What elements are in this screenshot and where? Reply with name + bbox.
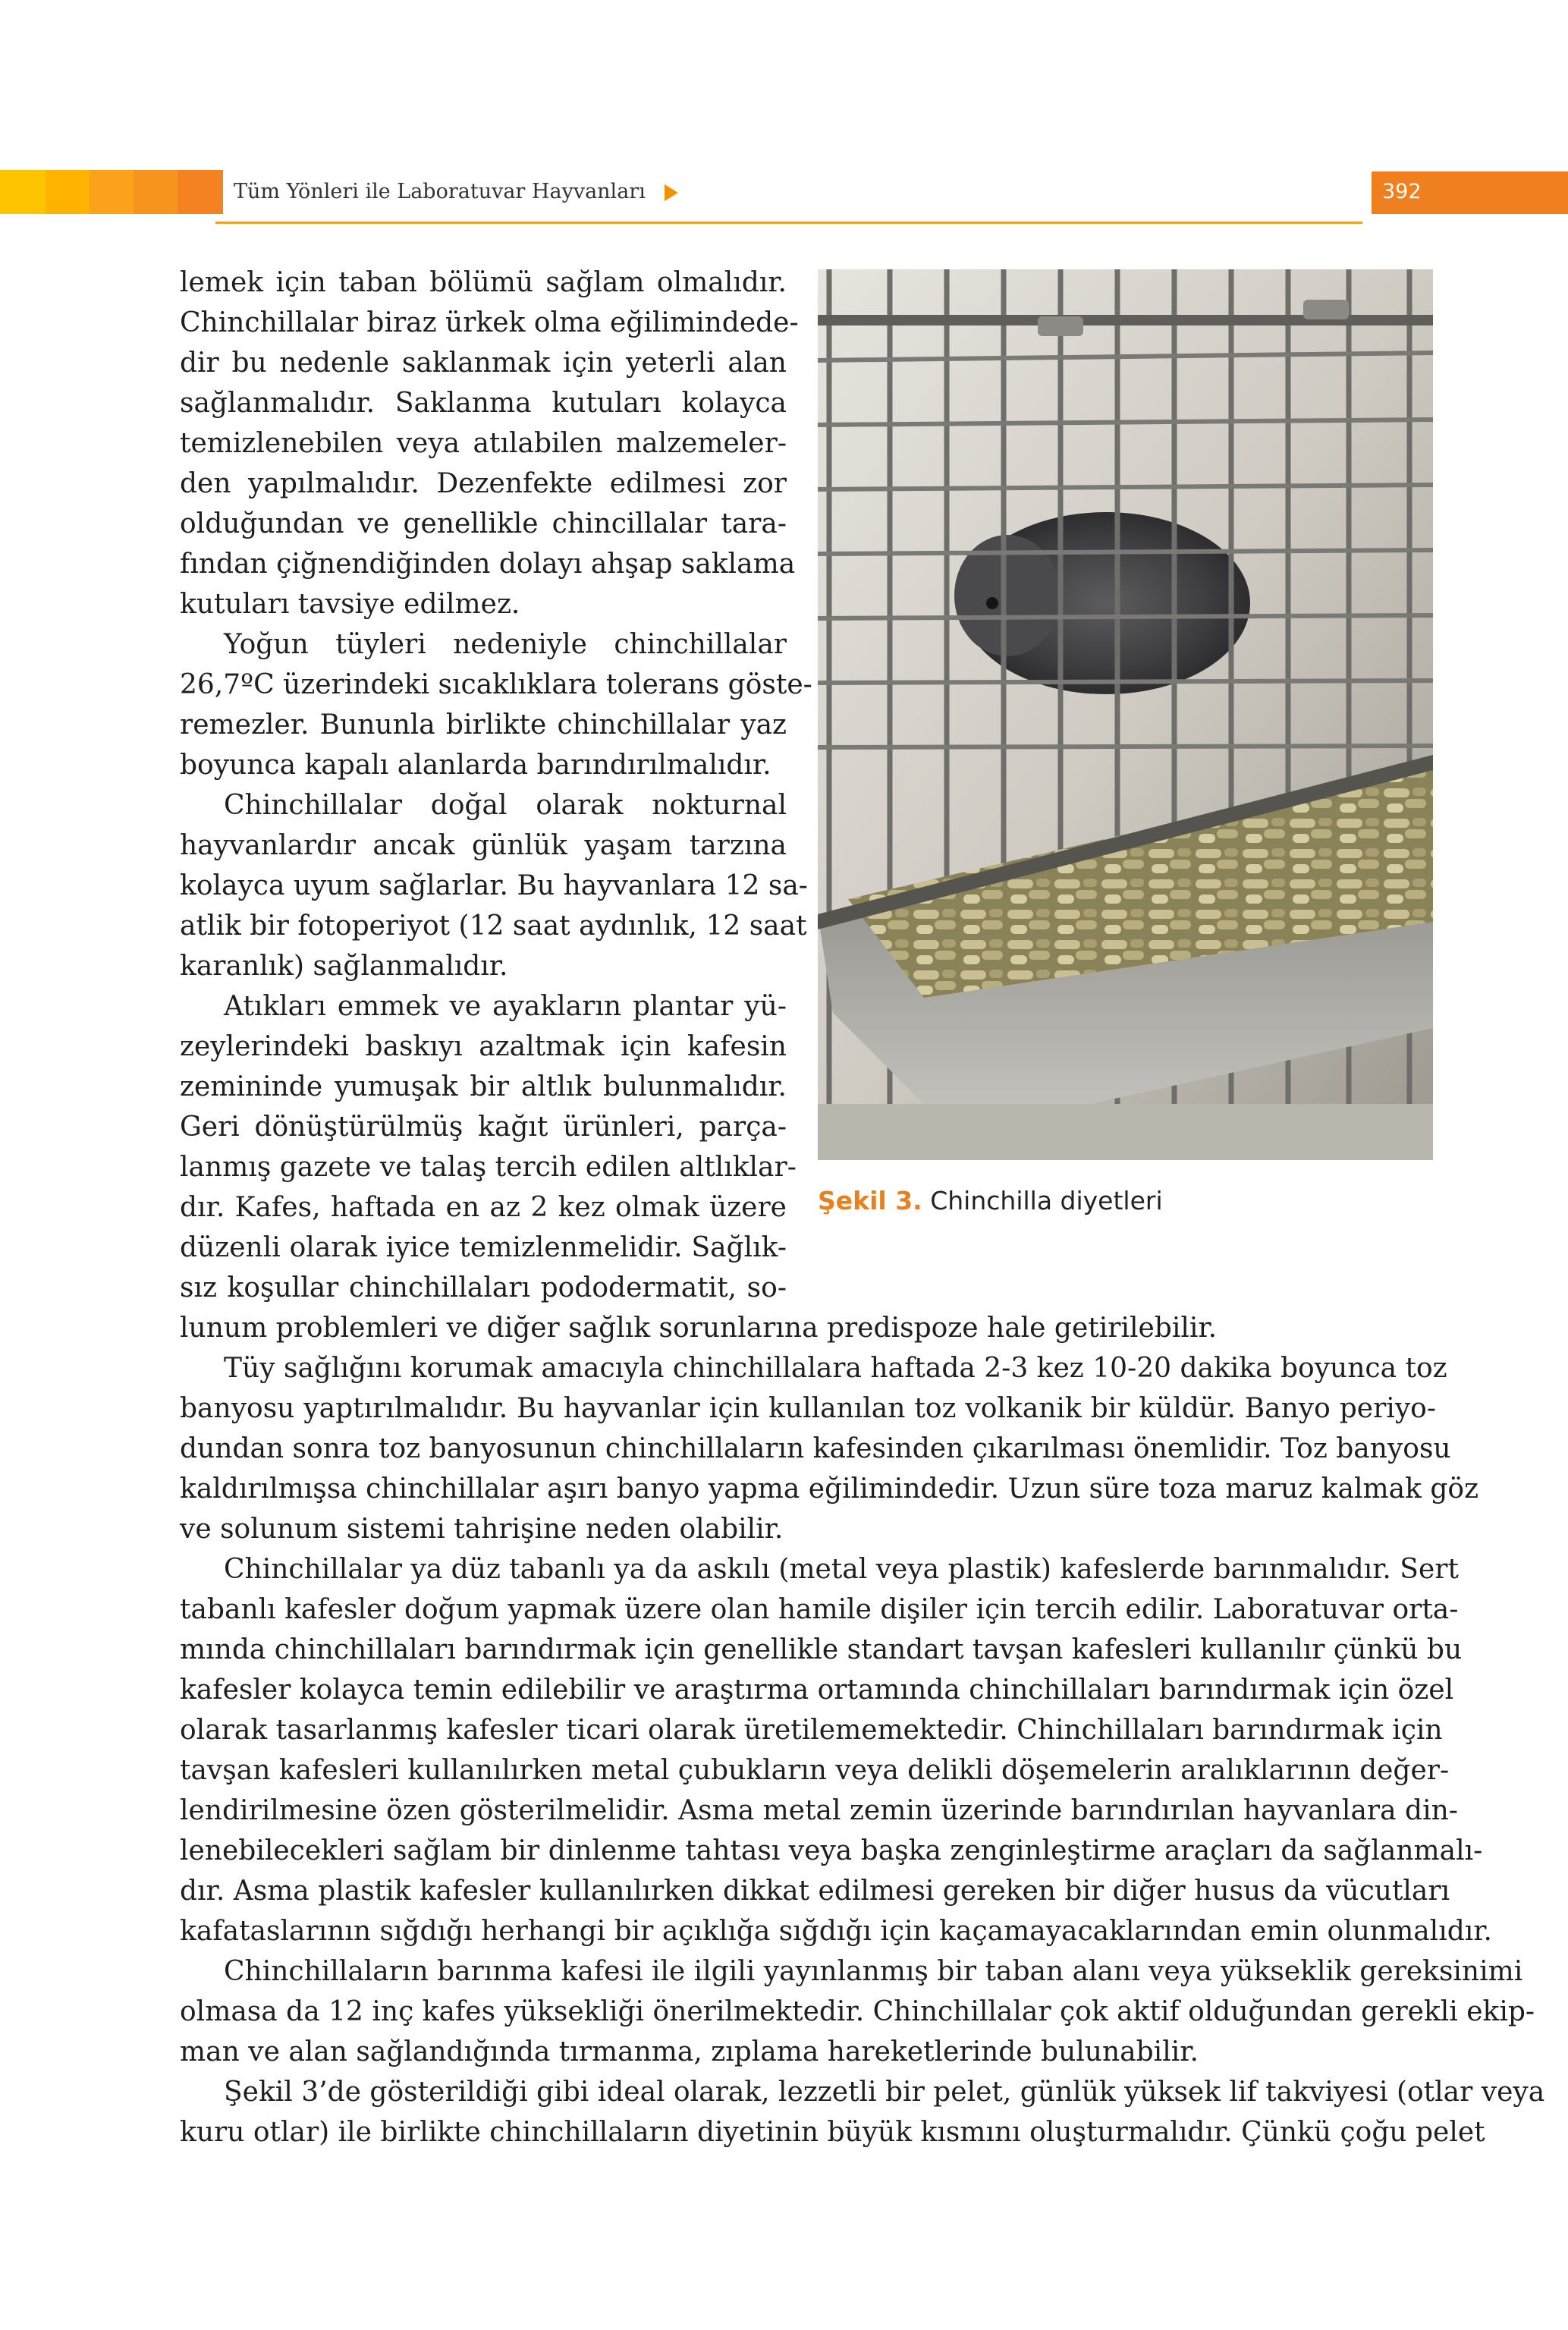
text-line: olmasa da 12 inç kafes yüksekliği önerilmektedir. Chinchillalar çok aktif olduğundan gerekli ekip-: [180, 1996, 1535, 2027]
chinchilla-cage-photo: [818, 269, 1433, 1160]
text-line: den yapılmalıdır. Dezenfekte edilmesi zor: [180, 468, 787, 499]
header-color-block-3: [90, 170, 134, 214]
header-color-block-4: [134, 170, 178, 214]
text-line: Yoğun tüyleri nedeniyle chinchillalar: [224, 629, 787, 660]
text-line: düzenli olarak iyice temizlenmelidir. Sağlık-: [180, 1232, 787, 1263]
header-rule: [215, 222, 1362, 224]
text-line: remezler. Bununla birlikte chinchillalar yaz: [180, 709, 787, 741]
text-line: lunum problemleri ve diğer sağlık sorunlarına predispoze hale getirilebilir.: [180, 1313, 1218, 1344]
text-line: atlik bir fotoperiyot (12 saat aydınlık, 12 saat: [180, 910, 807, 942]
text-line: lanmış gazete ve talaş tercih edilen altlıklar-: [180, 1152, 797, 1183]
text-line: Şekil 3’de gösterildiği gibi ideal olarak, lezzetli bir pelet, günlük yüksek lif takviyesi (otlar veya: [224, 2077, 1545, 2108]
header-color-block-5: [178, 170, 223, 214]
text-line: fından çiğnendiğinden dolayı ahşap saklama: [180, 549, 796, 580]
text-line: ve solunum sistemi tahrişine neden olabilir.: [180, 1514, 784, 1545]
text-line: olarak tasarlanmış kafesler ticari olarak üretilememektedir. Chinchillaları barındırmak için: [180, 1715, 1443, 1746]
text-line: kafataslarının sığdığı herhangi bir açıklığa sığdığı için kaçamayacaklarından emin olunmalıdır.: [180, 1916, 1492, 1947]
text-line: temizlenebilen veya atılabilen malzemeler-: [180, 428, 787, 459]
arrow-right-icon: [665, 184, 678, 201]
text-line: sağlanmalıdır. Saklanma kutuları kolayca: [180, 388, 787, 419]
running-title: Tüm Yönleri ile Laboratuvar Hayvanları: [234, 180, 646, 203]
text-line: 26,7ºC üzerindeki sıcaklıklara tolerans göste-: [180, 669, 812, 700]
text-line: tavşan kafesleri kullanılırken metal çubukların veya delikli döşemelerin aralıklarının değer-: [180, 1755, 1450, 1786]
text-line: kafesler kolayca temin edilebilir ve araştırma ortamında chinchillaları barındırmak için özel: [180, 1674, 1454, 1706]
text-line: boyunca kapalı alanlarda barındırılmalıdır.: [180, 750, 771, 781]
page-number: 392: [1382, 180, 1422, 203]
text-line: kuru otlar) ile birlikte chinchillaların diyetinin büyük kısmını oluşturmalıdır. Çünkü çoğu pelet: [180, 2117, 1485, 2148]
text-line: Chinchillalar biraz ürkek olma eğilimindede-: [180, 307, 799, 338]
text-line: sız koşullar chinchillaları pododermatit, so-: [180, 1272, 787, 1303]
text-line: Geri dönüştürülmüş kağıt ürünleri, parça-: [180, 1112, 787, 1143]
header-color-block-2: [46, 170, 90, 214]
figure-photo-chinchilla-diet: [818, 269, 1433, 1160]
figure-caption-text: Chinchilla diyetleri: [930, 1186, 1163, 1215]
text-line: dundan sonra toz banyosunun chinchillaların kafesinden çıkarılması önemlidir. Toz banyosu: [180, 1433, 1451, 1464]
text-line: Atıkları emmek ve ayakların plantar yü-: [224, 991, 787, 1022]
text-line: lendirilmesine özen gösterilmelidir. Asma metal zemin üzerinde barındırılan hayvanlara din-: [180, 1795, 1458, 1826]
text-line: lenebilecekleri sağlam bir dinlenme tahtası veya başka zenginleştirme araçları da sağlanmalı-: [180, 1835, 1483, 1866]
text-line: kolayca uyum sağlarlar. Bu hayvanlara 12 sa-: [180, 870, 808, 901]
text-line: dır. Kafes, haftada en az 2 kez olmak üzere: [180, 1192, 787, 1223]
text-line: karanlık) sağlanmalıdır.: [180, 951, 508, 982]
header-color-block-1: [0, 170, 46, 214]
text-line: zemininde yumuşak bir altlık bulunmalıdır.: [180, 1071, 787, 1102]
text-line: banyosu yaptırılmalıdır. Bu hayvanlar için kullanılan toz volkanik bir küldür. Banyo periyo-: [180, 1393, 1436, 1424]
figure-caption: [818, 1182, 1163, 1220]
text-line: Chinchillalar doğal olarak nokturnal: [224, 790, 787, 821]
text-line: mında chinchillaları barındırmak için genellikle standart tavşan kafesleri kullanılır çünkü bu: [180, 1634, 1463, 1665]
text-line: olduğundan ve genellikle chincillalar tara-: [180, 508, 787, 539]
text-line: dir bu nedenle saklanmak için yeterli alan: [180, 347, 787, 379]
text-line: lemek için taban bölümü sağlam olmalıdır.: [180, 267, 787, 298]
text-line: man ve alan sağlandığında tırmanma, zıplama hareketlerinde bulunabilir.: [180, 2036, 1199, 2067]
text-line: tabanlı kafesler doğum yapmak üzere olan hamile dişiler için tercih edilir. Laboratuvar orta-: [180, 1594, 1459, 1625]
text-line: zeylerindeki baskıyı azaltmak için kafesin: [180, 1031, 787, 1062]
text-line: kaldırılmışsa chinchillalar aşırı banyo yapma eğilimindedir. Uzun süre toza maruz kalmak göz: [180, 1473, 1479, 1505]
text-line: Chinchillaların barınma kafesi ile ilgili yayınlanmış bir taban alanı veya yükseklik gereksinimi: [224, 1956, 1523, 1987]
figure-label: Şekil 3.: [818, 1186, 922, 1215]
text-line: Chinchillalar ya düz tabanlı ya da askılı (metal veya plastik) kafeslerde barınmalıdır. Sert: [224, 1554, 1459, 1585]
text-line: hayvanlardır ancak günlük yaşam tarzına: [180, 830, 787, 861]
text-line: Tüy sağlığını korumak amacıyla chinchillalara haftada 2-3 kez 10-20 dakika boyunca toz: [224, 1353, 1447, 1384]
text-line: kutuları tavsiye edilmez.: [180, 589, 520, 620]
text-line: dır. Asma plastik kafesler kullanılırken dikkat edilmesi gereken bir diğer husus da vücutları: [180, 1876, 1450, 1907]
